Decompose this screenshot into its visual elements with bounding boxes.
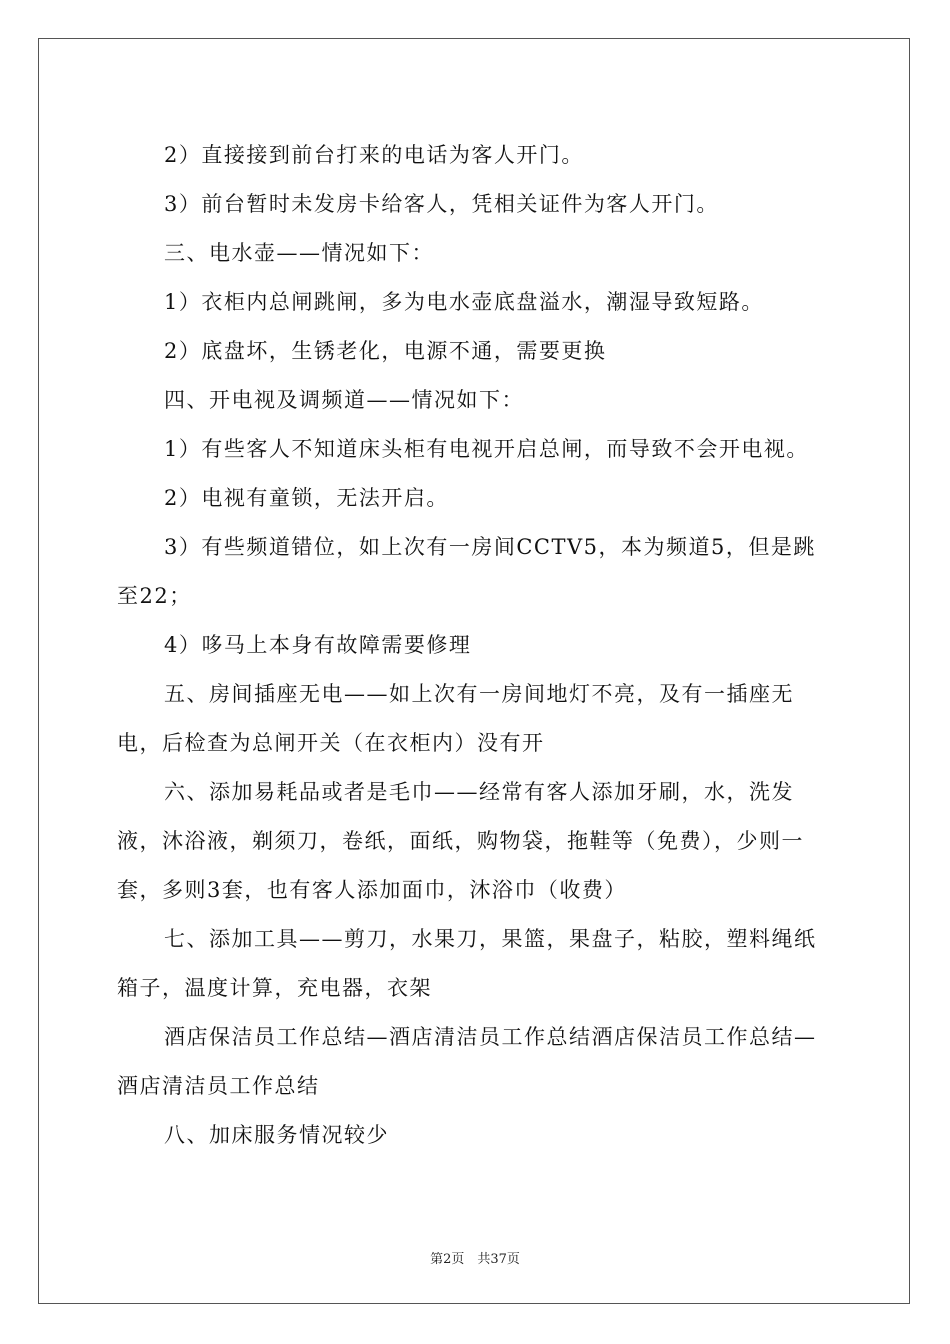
paragraph: 1）衣柜内总闸跳闸，多为电水壶底盘溢水，潮湿导致短路。 [164,290,764,314]
paragraph: 1）有些客人不知道床头柜有电视开启总闸，而导致不会开电视。 [164,437,809,461]
paragraph: 2）电视有童锁，无法开启。 [164,486,449,510]
paragraph: 4）哆马上本身有故障需要修理 [164,633,472,657]
section-heading: 三、电水壶——情况如下： [164,241,434,265]
section-paragraph: 五、房间插座无电——如上次有一房间地灯不亮，及有一插座无电，后检查为总闸开关（在衣柜内）没有开 [117,682,794,755]
paragraph: 2）底盘坏，生锈老化，电源不通，需要更换 [164,339,607,363]
section-paragraph: 七、添加工具——剪刀，水果刀，果篮，果盘子，粘胶，塑料绳纸箱子，温度计算，充电器，衣架 [117,927,817,1000]
paragraph: 3）有些频道错位，如上次有一房间CCTV5，本为频道5，但是跳至22； [117,535,816,608]
page-number-footer: 第2页 共37页 [430,1252,520,1267]
paragraph: 酒店保洁员工作总结—酒店清洁员工作总结酒店保洁员工作总结—酒店清洁员工作总结 [117,1025,817,1098]
paragraph: 3）前台暂时未发房卡给客人，凭相关证件为客人开门。 [164,192,719,216]
section-heading: 八、加床服务情况较少 [164,1123,389,1147]
section-heading: 四、开电视及调频道——情况如下： [164,388,524,412]
document-body [117,131,835,1160]
section-paragraph: 六、添加易耗品或者是毛巾——经常有客人添加牙刷，水，洗发液，沐浴液，剃须刀，卷纸，面纸，购物袋，拖鞋等（免费），少则一套，多则3套，也有客人添加面巾，沐浴巾（收费） [117,780,804,902]
paragraph: 2）直接接到前台打来的电话为客人开门。 [164,143,584,167]
